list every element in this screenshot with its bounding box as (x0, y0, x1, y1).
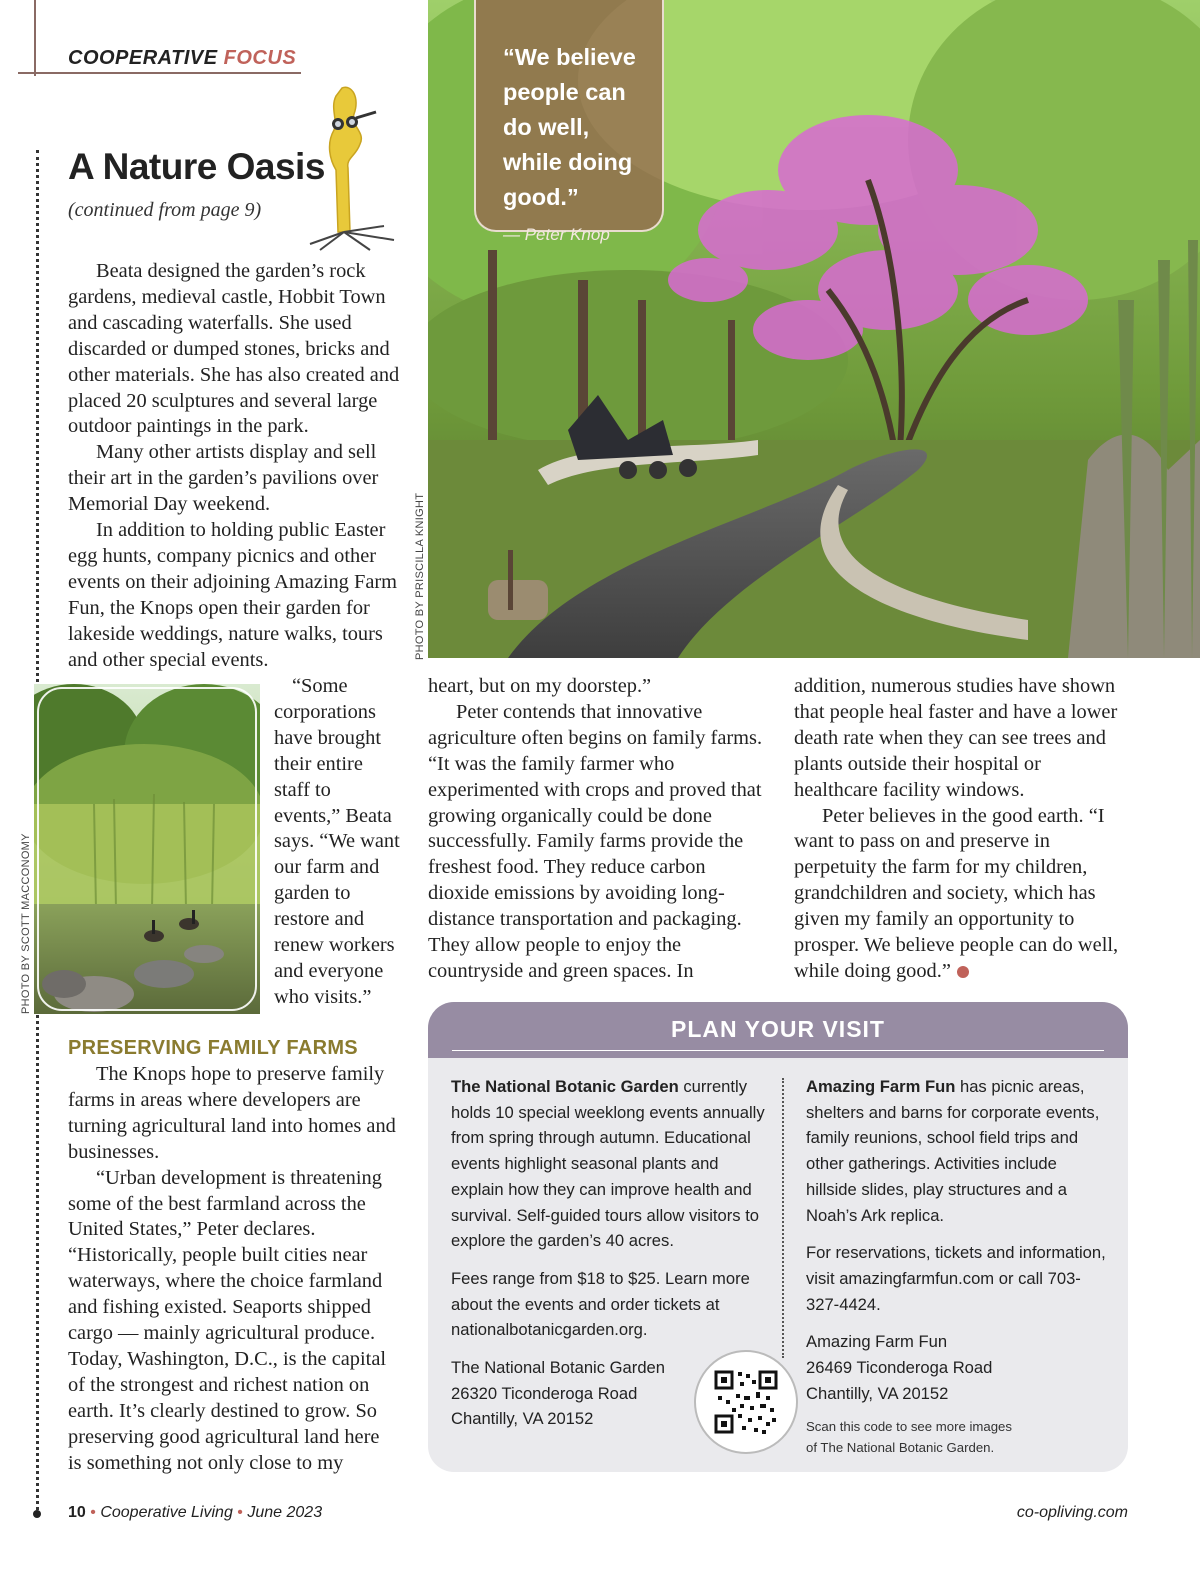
paragraph: Many other artists display and sell their art in the garden’s pavilions over Memorial Day weekend. (68, 441, 379, 516)
separator-dot: • (237, 1504, 243, 1521)
qr-code-icon (696, 1352, 796, 1452)
visit-paragraph (451, 1074, 773, 1254)
header-rule (18, 72, 301, 74)
photo-credit: PHOTO BY PRISCILLA KNIGHT (414, 492, 426, 660)
visit-paragraph (806, 1074, 1112, 1228)
photo-credit: PHOTO BY SCOTT MACCONOMY (20, 833, 32, 1014)
paragraph: “Urban development is threatening some of the best farmland across the United States,” Peter declares. “Historically, people built cities near waterways, where the choice farmland and fishing existed. Seaports shipped cargo — mainly agricultural produce. Today, Washington, D.C., is the capital of the strongest and richest nation on earth. It’s clearly destined to grow. So preserving good agricultural land here is something not only close to my (68, 1166, 387, 1474)
article-column-3 (794, 674, 1124, 985)
fees-text: Fees range from $18 to $25. Learn more about the events and order tickets at nationalbotanicgarden.org. (451, 1268, 750, 1340)
paragraph: “Some corporations have brought their entire staff to events,” Beata says. “We want our farm and garden to restore and renew workers and everyone who visits.” (274, 675, 400, 1008)
issue-date: June 2023 (247, 1504, 323, 1521)
wrap-text (274, 674, 402, 1011)
visit-text: currently holds 10 special weeklong events annually from spring through autumn. Educational events highlight seasonal plants and explain how they can improve health and survival. Self-guided tours allow visitors to explore the garden’s 40 acres. (451, 1077, 765, 1251)
venue-name: The National Botanic Garden (451, 1077, 679, 1096)
visit-right-column (806, 1074, 1112, 1458)
section-subhead: PRESERVING FAMILY FARMS (68, 1037, 358, 1059)
header-rule-vertical (34, 0, 36, 76)
visit-heading: PLAN YOUR VISIT (671, 1016, 885, 1042)
scan-note (806, 1416, 1112, 1458)
footer-bullet (33, 1510, 41, 1518)
paragraph: Peter contends that innovative agriculture often begins on family farms. “It was the family farmer who experimented with crops and proved that growing organically could be done successfully. Family farms provide the freshest food. They reduce carbon dioxide emissions by avoiding long-distance transportation and packaging. They allow people to enjoy the countryside and green spaces. In (428, 700, 763, 982)
paragraph: In addition to holding public Easter egg hunts, company picnics and other events on their adjoining Amazing Farm Fun, the Knops open their garden for lakeside weddings, nature walks, tours and other special events. (68, 519, 398, 671)
qr-code[interactable] (694, 1350, 798, 1454)
pull-quote-text: “We believe people can do well, while doing good.” (503, 44, 636, 210)
reservations-text: For reservations, tickets and information, visit amazingfarmfun.com or call 703-327-4424. (806, 1243, 1106, 1314)
separator-dot: • (90, 1504, 96, 1521)
address-line: Chantilly, VA 20152 (451, 1409, 594, 1429)
continued-note: (continued from page 9) (68, 199, 262, 221)
article-column-1 (68, 259, 400, 674)
address-line: The National Botanic Garden (451, 1358, 666, 1378)
page-number: 10 (68, 1504, 86, 1521)
plan-your-visit-box (428, 1002, 1128, 1472)
paragraph: Beata designed the garden’s rock gardens, medieval castle, Hobbit Town and cascading waterfalls. She used discarded or dumped stones, bricks and other materials. She has also created and placed 20 sculptures and several large outdoor paintings in the park. (68, 260, 400, 438)
paragraph: heart, but on my doorstep.” (428, 675, 652, 697)
visit-rule (452, 1050, 1104, 1051)
pull-quote-attribution: — Peter Knop (503, 225, 610, 244)
website-link[interactable]: co-opliving.com (1016, 1504, 1128, 1521)
scan-note-line: Scan this code to see more images (806, 1419, 1012, 1435)
section-label-b: FOCUS (223, 47, 297, 69)
address-line: Amazing Farm Fun (806, 1332, 948, 1352)
paragraph: addition, numerous studies have shown that people heal faster and have a lower death rate when they can see trees and plants outside their hospital or healthcare facility windows. (794, 675, 1118, 801)
lake-photo (34, 684, 260, 1014)
visit-header (428, 1002, 1128, 1058)
paragraph-text: Peter believes in the good earth. “I want to pass on and preserve in perpetuity the farm for my children, grandchildren and society, which has given my family an opportunity to prosper. We believe people can do well, while doing good.” (794, 804, 1119, 982)
section-label-a: COOPERATIVE (68, 47, 218, 69)
pull-quote (474, 0, 664, 244)
paragraph (794, 804, 1124, 985)
article-title: A Nature Oasis (68, 146, 325, 187)
footer-folio (68, 1504, 322, 1522)
address-line: 26320 Ticonderoga Road (451, 1383, 638, 1403)
section-label (68, 47, 296, 70)
article-column-1-lower (68, 1062, 398, 1477)
address-block (806, 1329, 1112, 1406)
visit-text: has picnic areas, shelters and barns for corporate events, family reunions, school field trips and other gatherings. Activities include hillside slides, play structures and a Noah’s Ark replica. (806, 1077, 1100, 1225)
paragraph: The Knops hope to preserve family farms in areas where developers are turning agricultural land into homes and businesses. (68, 1063, 396, 1163)
sculpture-illustration (290, 84, 402, 254)
article-column-2 (428, 674, 768, 985)
end-mark (957, 966, 969, 978)
venue-name: Amazing Farm Fun (806, 1077, 956, 1096)
address-line: 26469 Ticonderoga Road (806, 1358, 993, 1378)
section-header (0, 0, 300, 76)
scan-note-line: of The National Botanic Garden. (806, 1440, 995, 1456)
address-line: Chantilly, VA 20152 (806, 1383, 949, 1403)
column-divider (782, 1078, 784, 1358)
publication-name: Cooperative Living (100, 1504, 233, 1521)
